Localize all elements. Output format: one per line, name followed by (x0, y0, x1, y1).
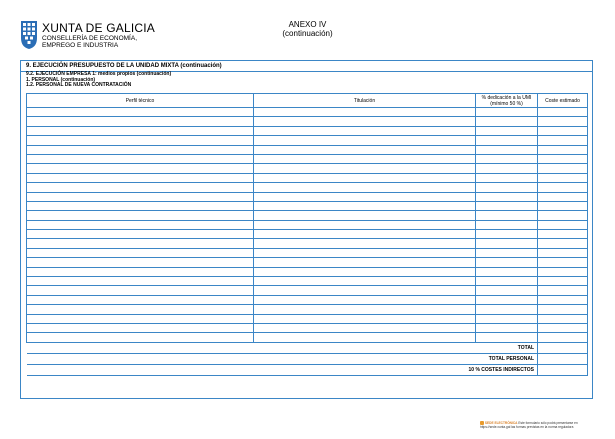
table-row (27, 211, 588, 220)
dept-line-1: CONSELLERÍA DE ECONOMÍA, (42, 35, 137, 42)
table-row (27, 230, 588, 239)
coste-cell[interactable] (538, 220, 588, 229)
annex-title: ANEXO IV (288, 20, 327, 29)
coste-cell[interactable] (538, 248, 588, 257)
perfil-cell[interactable] (27, 239, 254, 248)
coste-cell[interactable] (538, 192, 588, 201)
dedicacion-cell[interactable] (476, 154, 538, 163)
coste-cell[interactable] (538, 164, 588, 173)
perfil-cell[interactable] (27, 108, 254, 117)
dedicacion-cell[interactable] (476, 230, 538, 239)
table-row (27, 108, 588, 117)
table-row (27, 192, 588, 201)
titulacion-cell[interactable] (254, 183, 476, 192)
perfil-cell[interactable] (27, 277, 254, 286)
coste-cell[interactable] (538, 154, 588, 163)
annex-subtitle: (continuación) (282, 29, 333, 38)
dedicacion-cell[interactable] (476, 183, 538, 192)
dedicacion-cell[interactable] (476, 239, 538, 248)
subsection-3: 1.2. PERSONAL DE NUEVA CONTRATACIÓN (26, 82, 132, 89)
total-label: TOTAL (27, 342, 538, 353)
page-footer (480, 421, 595, 429)
footer-brand: SEDE ELECTRÓNICA (484, 421, 518, 425)
dedicacion-cell[interactable] (476, 136, 538, 145)
dedicacion-cell[interactable] (476, 173, 538, 182)
perfil-cell[interactable] (27, 286, 254, 295)
total-personal-value-cell[interactable] (538, 353, 588, 364)
table-row (27, 201, 588, 210)
table-row (27, 117, 588, 126)
staff-table (26, 93, 588, 376)
titulacion-cell[interactable] (254, 136, 476, 145)
titulacion-cell[interactable] (254, 277, 476, 286)
perfil-cell[interactable] (27, 314, 254, 323)
perfil-cell[interactable] (27, 267, 254, 276)
annex-heading (0, 20, 615, 38)
footer-line-1: Este formulario sólo podrá presentarse en (518, 421, 578, 425)
perfil-cell[interactable] (27, 145, 254, 154)
table-row (27, 154, 588, 163)
table-row (27, 248, 588, 257)
dedicacion-cell[interactable] (476, 267, 538, 276)
coste-cell[interactable] (538, 183, 588, 192)
total-value-cell[interactable] (538, 342, 588, 353)
perfil-cell[interactable] (27, 192, 254, 201)
dedicacion-cell[interactable] (476, 108, 538, 117)
perfil-cell[interactable] (27, 154, 254, 163)
table-row (27, 126, 588, 135)
coste-cell[interactable] (538, 145, 588, 154)
titulacion-cell[interactable] (254, 211, 476, 220)
perfil-cell[interactable] (27, 183, 254, 192)
titulacion-cell[interactable] (254, 314, 476, 323)
coste-cell[interactable] (538, 108, 588, 117)
titulacion-cell[interactable] (254, 145, 476, 154)
subsection-headings (26, 72, 171, 89)
subsection-2: 1. PERSONAL (continuación) (26, 76, 96, 83)
coste-cell[interactable] (538, 126, 588, 135)
coste-cell[interactable] (538, 230, 588, 239)
titulacion-cell[interactable] (254, 230, 476, 239)
dedicacion-cell[interactable] (476, 333, 538, 342)
form-frame (20, 60, 593, 399)
table-row (27, 286, 588, 295)
dedicacion-cell[interactable] (476, 248, 538, 257)
table-row (27, 305, 588, 314)
perfil-cell[interactable] (27, 230, 254, 239)
section-title: 9. EJECUCIÓN PRESUPUESTO DE LA UNIDAD MIXTA (continuación) (26, 63, 222, 69)
table-row (27, 258, 588, 267)
table-row (27, 239, 588, 248)
coste-cell[interactable] (538, 258, 588, 267)
coste-cell[interactable] (538, 333, 588, 342)
table-row (27, 183, 588, 192)
perfil-cell[interactable] (27, 164, 254, 173)
perfil-cell[interactable] (27, 258, 254, 267)
total-personal-row (27, 353, 588, 364)
table-header-row (27, 94, 588, 108)
dedicacion-cell[interactable] (476, 258, 538, 267)
org-name: XUNTA DE GALICIA (42, 21, 156, 35)
table-row (27, 173, 588, 182)
dedicacion-cell[interactable] (476, 277, 538, 286)
col-titulacion-header: Titulación (254, 94, 476, 108)
dedicacion-label: % dedicación a la UMI (481, 94, 532, 101)
table-row (27, 136, 588, 145)
perfil-cell[interactable] (27, 201, 254, 210)
coste-cell[interactable] (538, 201, 588, 210)
perfil-cell[interactable] (27, 305, 254, 314)
dedicacion-cell[interactable] (476, 117, 538, 126)
table-row (27, 164, 588, 173)
coste-cell[interactable] (538, 173, 588, 182)
coste-cell[interactable] (538, 267, 588, 276)
dedicacion-cell[interactable] (476, 192, 538, 201)
col-perfil-header: Perfil técnico (27, 94, 254, 108)
table-row (27, 333, 588, 342)
perfil-cell[interactable] (27, 126, 254, 135)
coste-cell[interactable] (538, 136, 588, 145)
coste-cell[interactable] (538, 305, 588, 314)
titulacion-cell[interactable] (254, 164, 476, 173)
titulacion-cell[interactable] (254, 333, 476, 342)
titulacion-cell[interactable] (254, 267, 476, 276)
titulacion-cell[interactable] (254, 305, 476, 314)
table-row (27, 277, 588, 286)
perfil-cell[interactable] (27, 333, 254, 342)
titulacion-cell[interactable] (254, 239, 476, 248)
titulacion-cell[interactable] (254, 173, 476, 182)
dedicacion-cell[interactable] (476, 201, 538, 210)
titulacion-cell[interactable] (254, 126, 476, 135)
coste-cell[interactable] (538, 239, 588, 248)
table-row (27, 220, 588, 229)
dedicacion-cell[interactable] (476, 164, 538, 173)
costes-indirectos-value-cell[interactable] (538, 364, 588, 375)
dedicacion-cell[interactable] (476, 211, 538, 220)
coste-cell[interactable] (538, 314, 588, 323)
costes-indirectos-row (27, 364, 588, 375)
titulacion-cell[interactable] (254, 117, 476, 126)
perfil-cell[interactable] (27, 136, 254, 145)
dedicacion-cell[interactable] (476, 323, 538, 332)
perfil-cell[interactable] (27, 173, 254, 182)
costes-indirectos-label: 10 % COSTES INDIRECTOS (27, 364, 538, 375)
table-row (27, 145, 588, 154)
col-coste-header: Coste estimado (538, 94, 588, 108)
coste-cell[interactable] (538, 277, 588, 286)
perfil-cell[interactable] (27, 323, 254, 332)
dedicacion-cell[interactable] (476, 220, 538, 229)
coste-cell[interactable] (538, 286, 588, 295)
dept-line-2: EMPREGO E INDUSTRIA (42, 42, 119, 49)
dedicacion-min-label: (mínimo 50 %) (490, 100, 523, 107)
table-row (27, 267, 588, 276)
titulacion-cell[interactable] (254, 295, 476, 304)
perfil-cell[interactable] (27, 117, 254, 126)
dedicacion-cell[interactable] (476, 145, 538, 154)
coste-cell[interactable] (538, 211, 588, 220)
dedicacion-cell[interactable] (476, 314, 538, 323)
dedicacion-cell[interactable] (476, 305, 538, 314)
titulacion-cell[interactable] (254, 154, 476, 163)
total-personal-label: TOTAL PERSONAL (27, 353, 538, 364)
dedicacion-cell[interactable] (476, 126, 538, 135)
titulacion-cell[interactable] (254, 286, 476, 295)
perfil-cell[interactable] (27, 220, 254, 229)
dedicacion-cell[interactable] (476, 286, 538, 295)
total-row (27, 342, 588, 353)
titulacion-cell[interactable] (254, 220, 476, 229)
perfil-cell[interactable] (27, 211, 254, 220)
titulacion-cell[interactable] (254, 323, 476, 332)
coste-cell[interactable] (538, 117, 588, 126)
footer-line-2: https://sede.xunta.gal las formas previstas en la norma reguladora (480, 425, 574, 430)
table-row (27, 314, 588, 323)
titulacion-cell[interactable] (254, 258, 476, 267)
subsection-1: 9.2. EJECUCIÓN EMPRESA 1: medios propios (continuación) (26, 71, 172, 77)
col-dedicacion-header (476, 94, 538, 108)
titulacion-cell[interactable] (254, 201, 476, 210)
table-row (27, 323, 588, 332)
coste-cell[interactable] (538, 295, 588, 304)
table-row (27, 295, 588, 304)
titulacion-cell[interactable] (254, 192, 476, 201)
titulacion-cell[interactable] (254, 248, 476, 257)
perfil-cell[interactable] (27, 248, 254, 257)
dedicacion-cell[interactable] (476, 295, 538, 304)
coste-cell[interactable] (538, 323, 588, 332)
perfil-cell[interactable] (27, 295, 254, 304)
titulacion-cell[interactable] (254, 108, 476, 117)
